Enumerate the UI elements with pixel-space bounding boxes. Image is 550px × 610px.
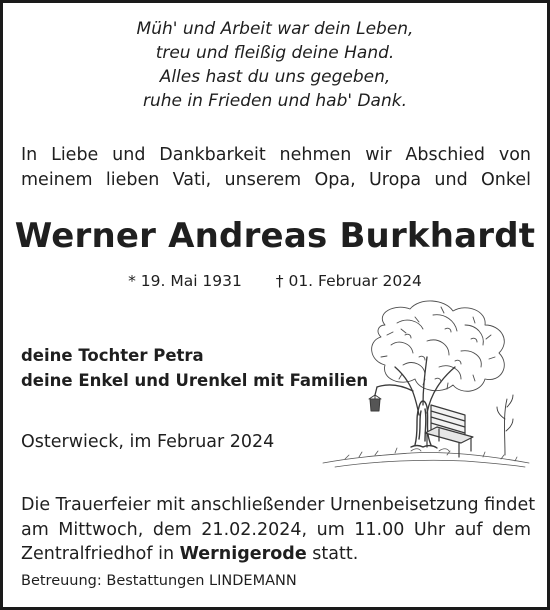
poem — [3, 17, 547, 113]
mourner-line-2: deine Enkel und Urenkel mit Familien — [21, 371, 369, 390]
funeral-home: Betreuung: Bestattungen LINDEMANN — [21, 573, 297, 589]
place-date: Osterwieck, im Februar 2024 — [21, 432, 275, 452]
poem-line-1: Müh' und Arbeit war dein Leben, — [136, 19, 414, 39]
funeral-line-3 — [21, 542, 531, 567]
poem-line-3: Alles hast du uns gegeben, — [159, 67, 391, 87]
funeral-line-3-start: Zentralfriedhof in — [21, 544, 180, 564]
funeral-location: Wernigerode — [179, 544, 307, 564]
birth-date: 19. Mai 1931 — [140, 272, 242, 290]
poem-line-4: ruhe in Frieden und hab' Dank. — [142, 91, 407, 111]
funeral-line-2: am Mittwoch, dem 21.02.2024, um 11.00 Uhr auf dem — [21, 519, 531, 540]
birth-symbol: * — [128, 272, 136, 290]
tree-with-bench-icon — [315, 295, 535, 471]
life-dates — [3, 271, 547, 291]
funeral-info — [21, 493, 536, 567]
funeral-line-3-end: statt. — [306, 544, 359, 564]
death-date: 01. Februar 2024 — [288, 272, 422, 290]
intro-text — [21, 143, 531, 193]
funeral-line-1: Die Trauerfeier mit anschließender Urnenbeisetzung findet — [21, 495, 536, 515]
intro-line-2: meinem lieben Vati, unserem Opa, Uropa und Onkel — [21, 170, 531, 190]
poem-line-2: treu und fleißig deine Hand. — [155, 43, 395, 63]
mourner-line-1: deine Tochter Petra — [21, 346, 204, 365]
death-symbol: † — [275, 272, 284, 290]
intro-line-1: In Liebe und Dankbarkeit nehmen wir Abschied von — [21, 145, 531, 165]
deceased-name: Werner Andreas Burkhardt — [14, 216, 536, 256]
